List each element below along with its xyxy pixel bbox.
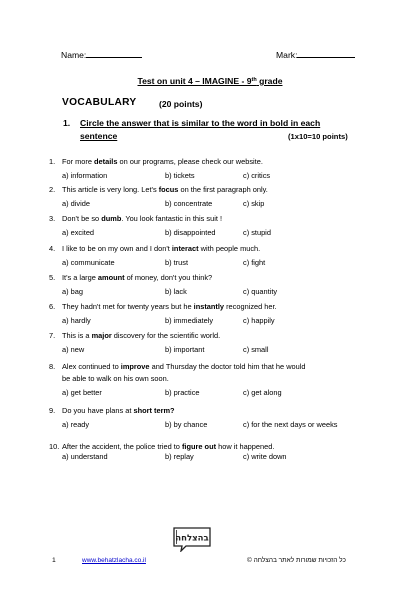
question-number: 9.: [49, 406, 56, 415]
question-number: 3.: [49, 214, 56, 223]
question-text-segment: Do you have plans at: [62, 406, 134, 415]
answer-option[interactable]: c) get along: [243, 388, 282, 397]
question-text-segment: Alex continued to: [62, 362, 121, 371]
question-text-segment: This article is very long. Let's: [62, 185, 159, 194]
task-instruction-line1: Circle the answer that is similar to the word in bold in each: [80, 118, 321, 128]
logo-text: בהצלחה: [175, 533, 209, 544]
answer-option[interactable]: a) new: [62, 345, 85, 354]
question-text: [62, 157, 263, 166]
answer-option[interactable]: c) skip: [243, 199, 265, 208]
question-text-segment: This is a: [62, 331, 92, 340]
question-text-segment: Don't be so: [62, 214, 102, 223]
question-text-segment: be able to walk on his own soon.: [62, 374, 169, 383]
question-text: [62, 185, 268, 194]
page-number: 1: [52, 557, 56, 564]
name-blank-line: [86, 48, 142, 58]
answer-option[interactable]: a) understand: [62, 452, 108, 461]
answer-option[interactable]: a) bag: [62, 287, 83, 296]
answer-option[interactable]: a) get better: [62, 388, 102, 397]
question-number: 1.: [49, 157, 56, 166]
answer-option[interactable]: b) lack: [165, 287, 187, 296]
answer-option[interactable]: b) by chance: [165, 420, 208, 429]
answer-option[interactable]: c) write down: [243, 452, 287, 461]
question-text: [62, 214, 222, 223]
question-text: [62, 244, 260, 253]
mark-field: Mark:: [276, 48, 355, 60]
question-text-segment: and Thursday the doctor told him that he would: [149, 362, 306, 371]
question-number: 10.: [49, 442, 60, 451]
question-text: [62, 302, 277, 311]
question-text: [62, 331, 220, 340]
question-text: [62, 442, 274, 451]
copyright-notice: כל הזכויות שמורות לאתר בהצלחה ©: [247, 557, 346, 564]
question-text-segment: how it happened.: [216, 442, 275, 451]
answer-option[interactable]: b) trust: [165, 258, 188, 267]
question-text-segment: After the accident, the police tried to: [62, 442, 182, 451]
answer-option[interactable]: b) disappointed: [165, 228, 216, 237]
question-number: 5.: [49, 273, 56, 282]
answer-option[interactable]: b) immediately: [165, 316, 214, 325]
question-text-segment: I like to be on my own and I don't: [62, 244, 172, 253]
answer-option[interactable]: b) replay: [165, 452, 194, 461]
question-number: 8.: [49, 362, 56, 371]
task-points: (1x10=10 points): [288, 132, 348, 141]
question-text-segment: They hadn't met for twenty years but he: [62, 302, 194, 311]
answer-option[interactable]: b) concentrate: [165, 199, 213, 208]
bold-target-word: short term?: [133, 406, 175, 415]
answer-option[interactable]: a) communicate: [62, 258, 115, 267]
answer-option[interactable]: b) important: [165, 345, 205, 354]
answer-option[interactable]: c) small: [243, 345, 269, 354]
behatzlacha-logo: [172, 526, 212, 552]
question-text-segment: For more: [62, 157, 95, 166]
answer-option[interactable]: c) for the next days or weeks: [243, 420, 338, 429]
question-text: [62, 362, 306, 371]
question-text: [62, 374, 169, 383]
bold-target-word: focus: [158, 185, 179, 194]
question-number: 2.: [49, 185, 56, 194]
section-points: (20 points): [159, 99, 203, 109]
question-text-segment: recognized her.: [224, 302, 277, 311]
answer-option[interactable]: a) divide: [62, 199, 90, 208]
bold-target-word: dumb: [101, 214, 122, 223]
question-number: 4.: [49, 244, 56, 253]
question-text-segment: discovery for the scientific world.: [111, 331, 221, 340]
bold-target-word: amount: [97, 273, 125, 282]
section-heading: VOCABULARY: [62, 97, 137, 108]
answer-option[interactable]: c) critics: [243, 171, 271, 180]
answer-option[interactable]: a) information: [62, 171, 108, 180]
bold-target-word: major: [91, 331, 112, 340]
question-text-segment: It's a large: [62, 273, 98, 282]
bold-target-word: improve: [120, 362, 150, 371]
task-instruction-line2: sentence: [80, 131, 118, 141]
question-text: [62, 406, 175, 415]
mark-blank-line: [297, 48, 355, 58]
question-text-segment: of money, don't you think?: [124, 273, 213, 282]
question-text-segment: . You look fantastic in this suit !: [121, 214, 222, 223]
answer-option[interactable]: b) tickets: [165, 171, 195, 180]
question-text-segment: with people much.: [198, 244, 261, 253]
question-text-segment: on the first paragraph only.: [178, 185, 268, 194]
answer-option[interactable]: a) excited: [62, 228, 95, 237]
question-text-segment: on our programs, please check our website.: [117, 157, 263, 166]
bold-target-word: details: [94, 157, 118, 166]
task-number: 1.: [63, 118, 71, 128]
bold-target-word: instantly: [193, 302, 225, 311]
question-text: [62, 273, 212, 282]
answer-option[interactable]: c) fight: [243, 258, 266, 267]
answer-option[interactable]: c) happily: [243, 316, 275, 325]
name-field: Name:: [61, 48, 142, 60]
answer-option[interactable]: c) stupid: [243, 228, 271, 237]
footer-link[interactable]: www.behatzlacha.co.il: [82, 557, 146, 564]
answer-option[interactable]: c) quantity: [243, 287, 278, 296]
bold-target-word: figure out: [181, 442, 217, 451]
question-number: 7.: [49, 331, 56, 340]
bold-target-word: interact: [171, 244, 199, 253]
answer-option[interactable]: a) ready: [62, 420, 90, 429]
question-number: 6.: [49, 302, 56, 311]
page-title: Test on unit 4 – IMAGINE - 9th grade: [137, 76, 283, 86]
answer-option[interactable]: a) hardly: [62, 316, 91, 325]
answer-option[interactable]: b) practice: [165, 388, 200, 397]
